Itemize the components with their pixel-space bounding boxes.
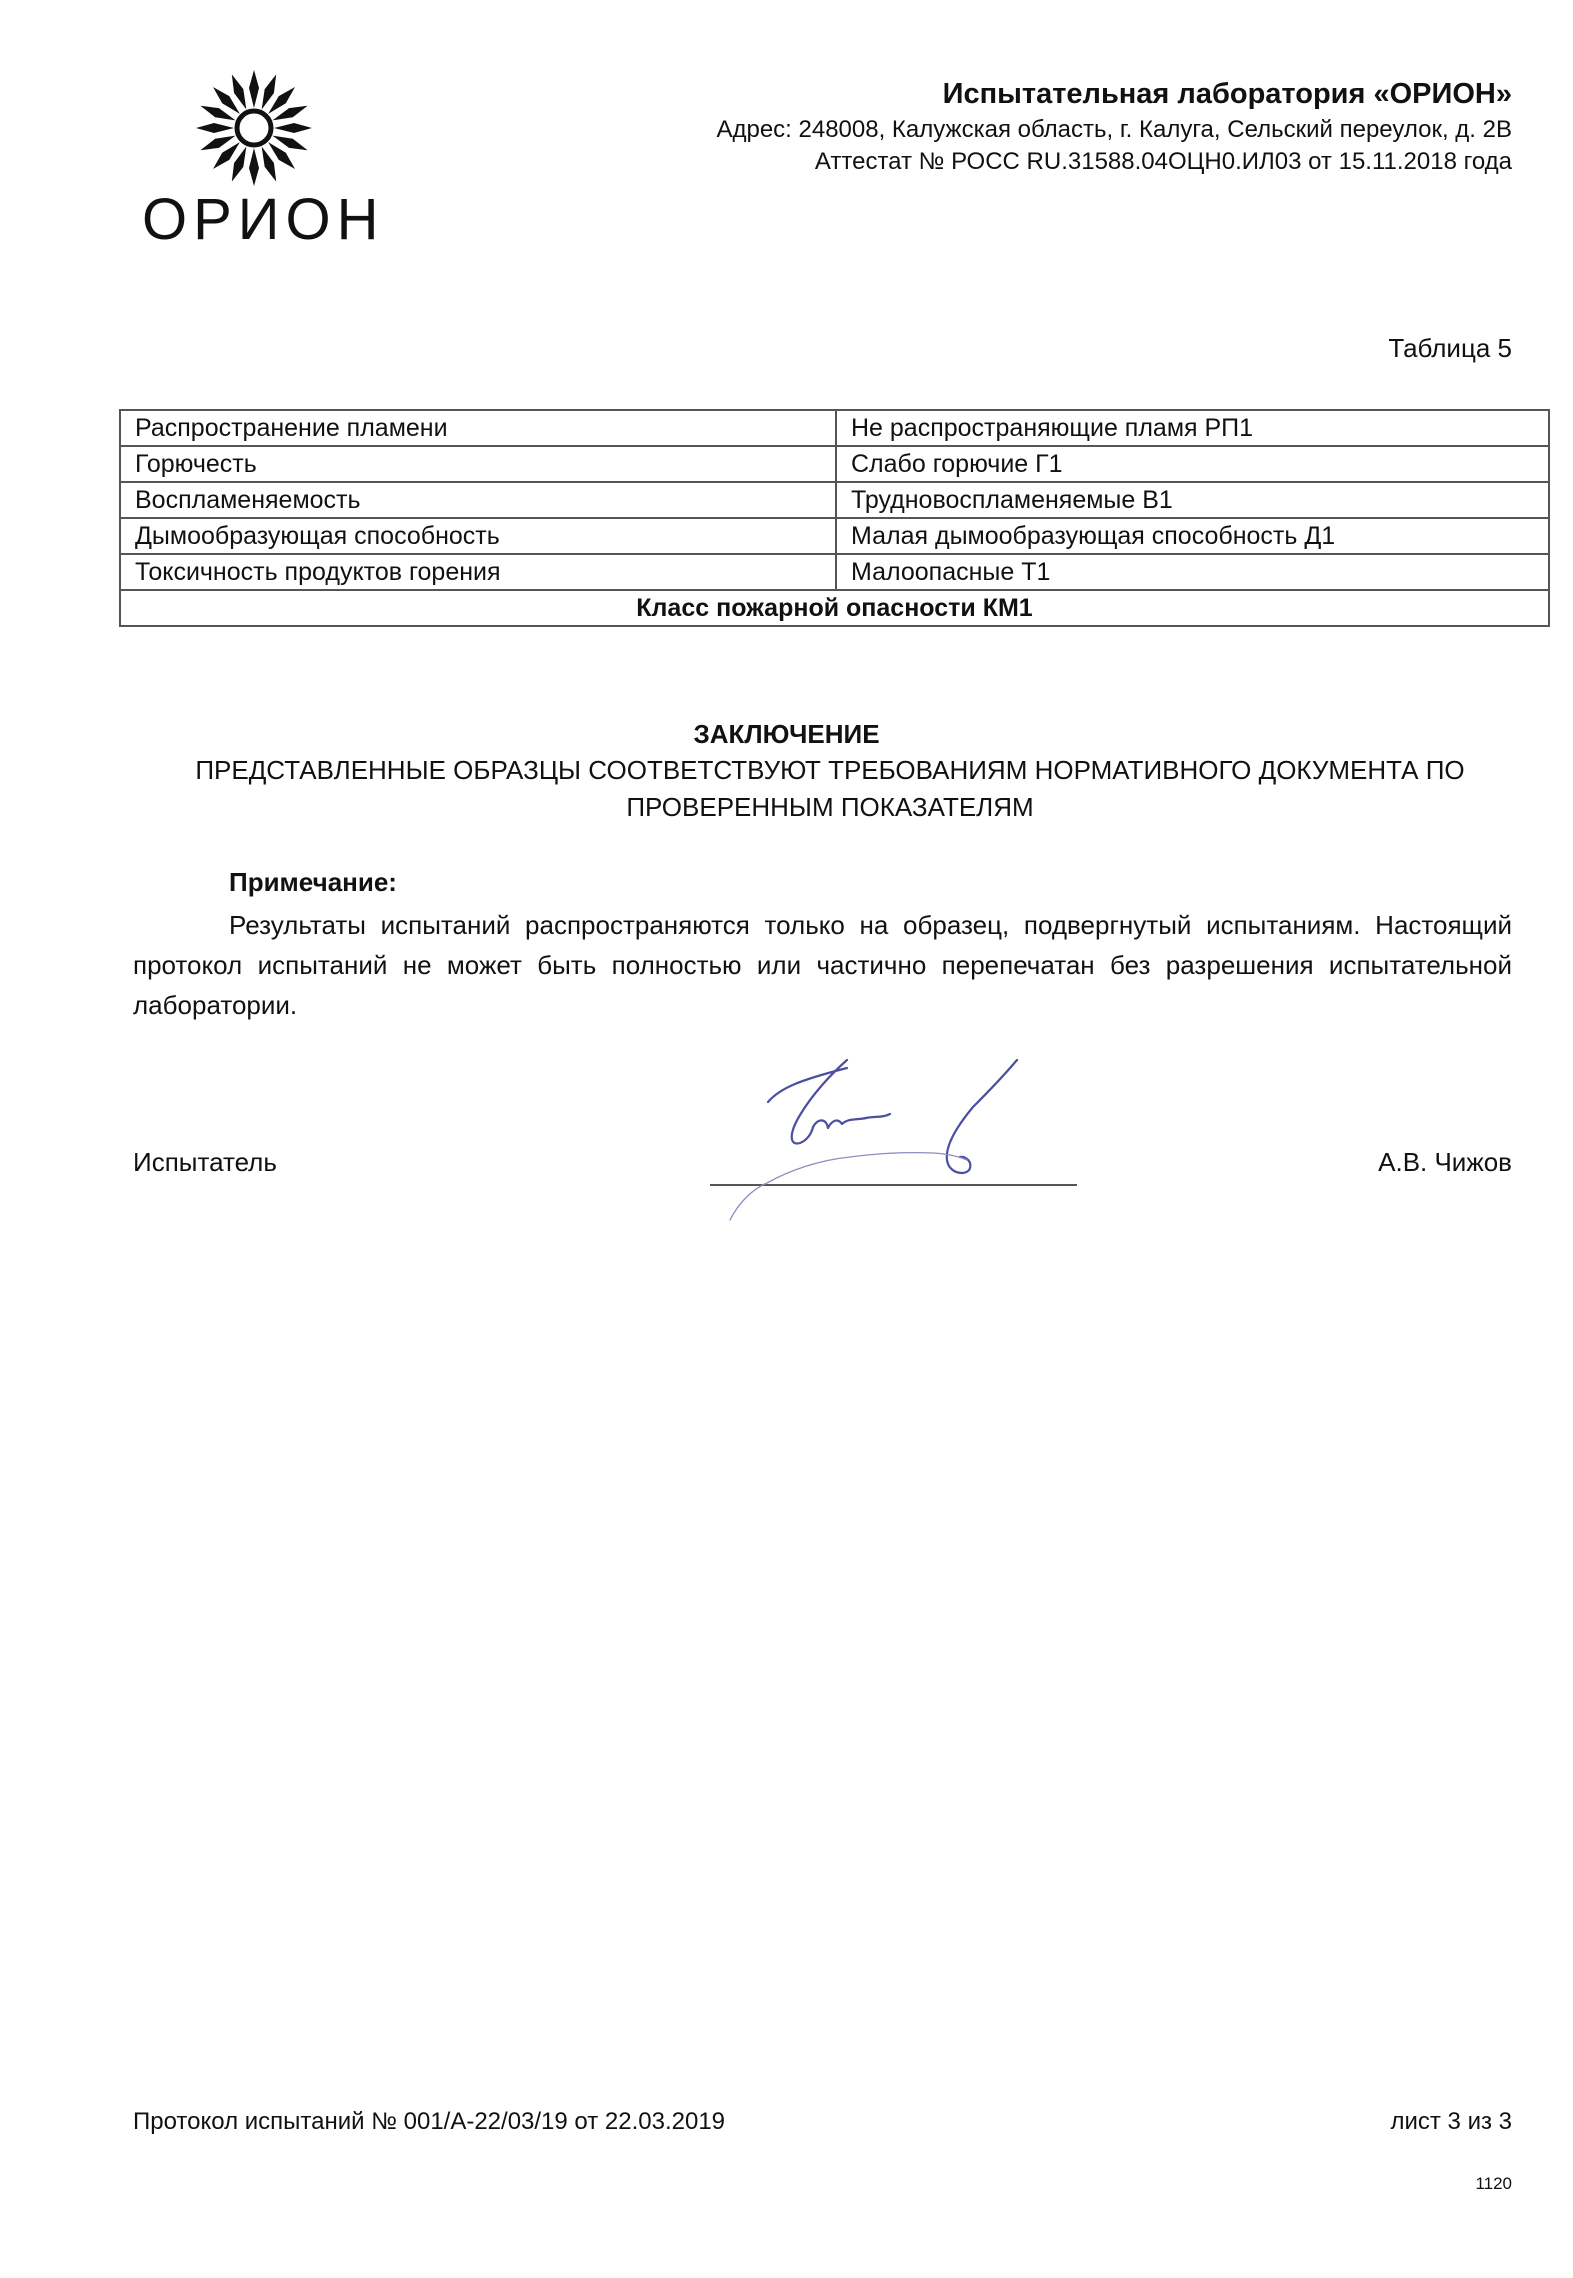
table-caption: Таблица 5 [1388, 333, 1512, 363]
param-cell: Дымообразующая способность [120, 518, 836, 554]
value-cell: Не распространяющие пламя РП1 [836, 410, 1549, 446]
fire-class-cell: Класс пожарной опасности КМ1 [120, 590, 1549, 626]
sheet-number: лист 3 из 3 [1390, 2108, 1512, 2135]
page-number: 1120 [1475, 2174, 1512, 2193]
value-cell: Трудновоспламеняемые В1 [836, 482, 1549, 518]
value-cell: Малая дымообразующая способность Д1 [836, 518, 1549, 554]
value-cell: Малоопасные Т1 [836, 554, 1549, 590]
value-cell: Слабо горючие Г1 [836, 446, 1549, 482]
logo-wordmark: ОРИОН [142, 187, 385, 252]
conclusion-text: ПРЕДСТАВЛЕННЫЕ ОБРАЗЦЫ СООТВЕТСТВУЮТ ТРЕБОВАНИЯМ НОРМАТИВНОГО ДОКУМЕНТА ПО ПРОВЕРЕННЫМ ПОКАЗАТЕЛЯМ [195, 755, 1465, 822]
note-text: Результаты испытаний распространяются только на образец, подвергнутый испытаниям. Настоящий протокол испытаний не может быть полностью или частично перепечатан без разрешения испытательной лаборатории. [133, 910, 1512, 1020]
param-cell: Горючесть [120, 446, 836, 482]
note-title: Примечание: [229, 867, 397, 897]
lab-certificate: Аттестат № РОСС RU.31588.04ОЦН0.ИЛ03 от 15.11.2018 года [814, 148, 1512, 175]
conclusion-title: ЗАКЛЮЧЕНИЕ [693, 719, 880, 749]
lab-address: Адрес: 248008, Калужская область, г. Калуга, Сельский переулок, д. 2В [716, 116, 1512, 143]
lab-name: Испытательная лаборатория «ОРИОН» [942, 78, 1512, 110]
protocol-reference: Протокол испытаний № 001/А-22/03/19 от 22.03.2019 [133, 2108, 726, 2135]
param-cell: Токсичность продуктов горения [120, 554, 836, 590]
param-cell: Воспламеняемость [120, 482, 836, 518]
param-cell: Распространение пламени [120, 410, 836, 446]
signer-role: Испытатель [133, 1147, 277, 1177]
signer-name: А.В. Чижов [1378, 1147, 1512, 1177]
